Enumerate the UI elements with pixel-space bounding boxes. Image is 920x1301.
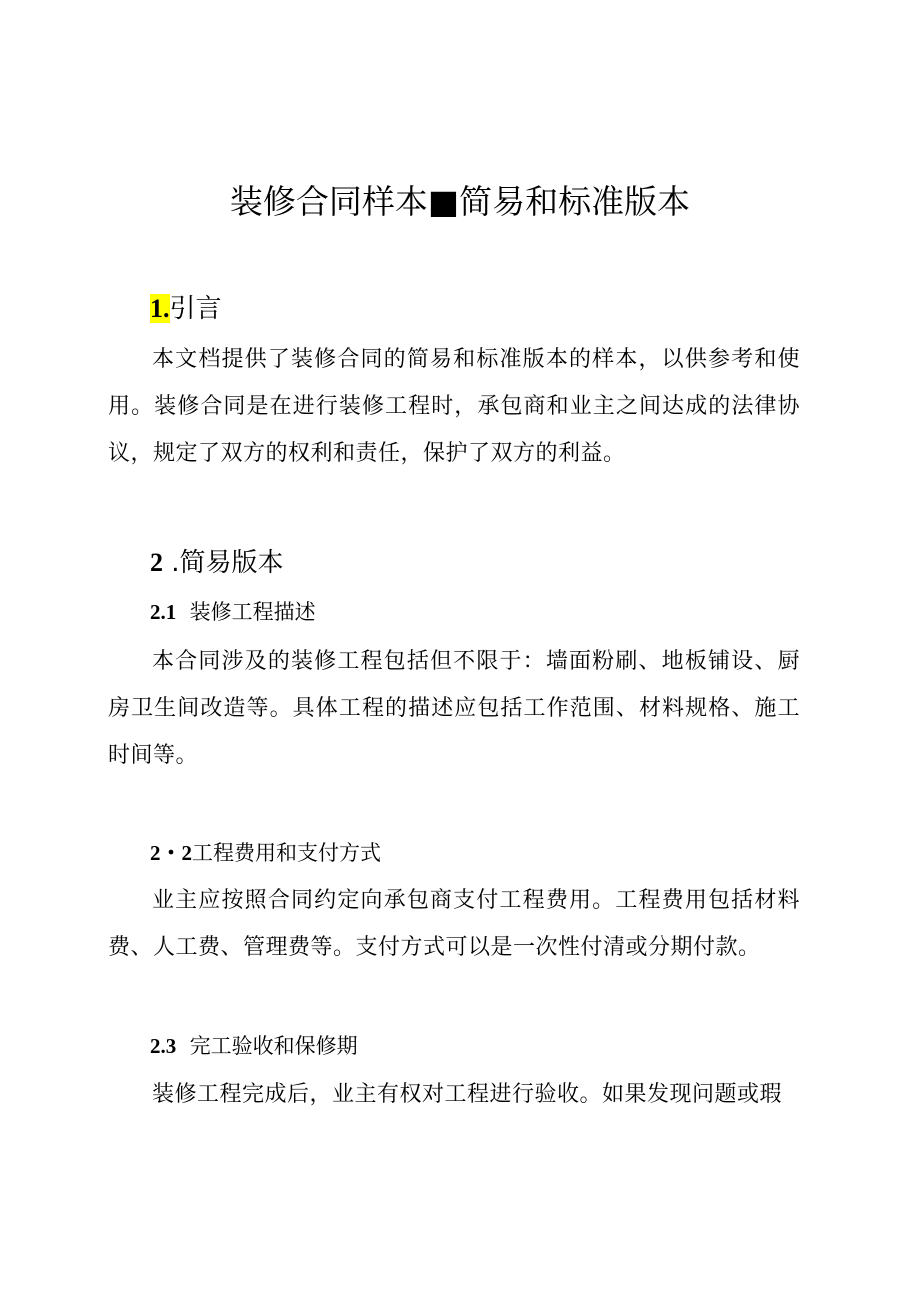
subsection-paragraph-fees-payment: 业主应按照合同约定向承包商支付工程费用。工程费用包括材料费、人工费、管理费等。支付方式可以是一次性付清或分期付款。 <box>108 888 800 960</box>
section-title: .简易版本 <box>163 548 284 578</box>
subsection-title: 完工验收和保修期 <box>189 1034 358 1058</box>
section-title: 引言 <box>169 294 222 324</box>
subsection-number: 2.1 <box>150 600 177 624</box>
subsection-number: 2.3 <box>150 1034 177 1058</box>
document-title: 装修合同样本■简易和标准版本 <box>229 182 691 221</box>
section-number: 1. <box>150 294 170 323</box>
subsection-heading-work-description <box>150 595 316 629</box>
subsection-heading-acceptance-warranty <box>150 1029 358 1063</box>
section-paragraph-intro: 本文档提供了装修合同的简易和标准版本的样本，以供参考和使用。装修合同是在进行装修工程时，承包商和业主之间达成的法律协议，规定了双方的权利和责任，保护了双方的利益。 <box>108 347 800 466</box>
section-heading-simple-version <box>150 543 284 583</box>
section-number: 2 <box>150 548 163 577</box>
subsection-title: 工程费用和支付方式 <box>192 841 381 865</box>
subsection-title: 装修工程描述 <box>189 600 316 624</box>
section-heading-intro <box>150 289 222 329</box>
subsection-paragraph-work-description: 本合同涉及的装修工程包括但不限于：墙面粉刷、地板铺设、厨房卫生间改造等。具体工程的描述应包括工作范围、材料规格、施工时间等。 <box>108 649 800 768</box>
subsection-number: 2・2 <box>150 841 192 865</box>
subsection-paragraph-acceptance-warranty: 装修工程完成后，业主有权对工程进行验收。如果发现问题或瑕 <box>152 1082 783 1107</box>
subsection-heading-fees-payment <box>150 836 381 870</box>
